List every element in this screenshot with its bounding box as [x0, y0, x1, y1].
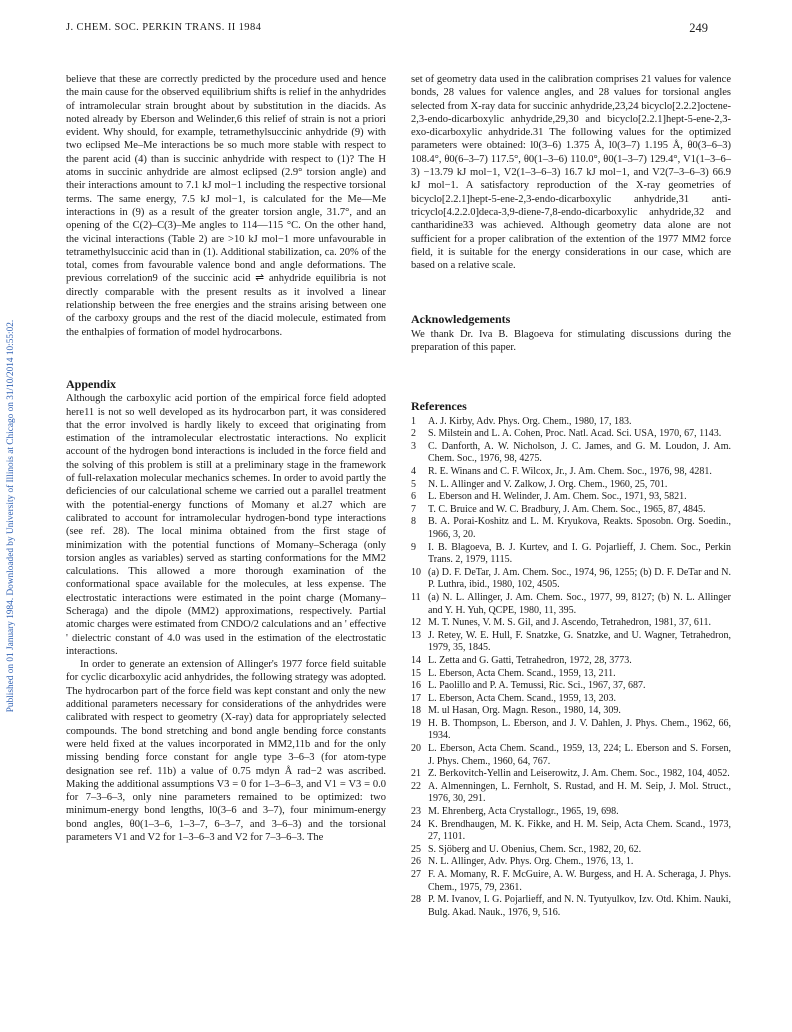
- reference-text: L. Zetta and G. Gatti, Tetrahedron, 1972, 28, 3773.: [428, 654, 632, 666]
- reference-number: 22: [411, 780, 421, 792]
- reference-text: N. L. Allinger and V. Zalkow, J. Org. Chem., 1960, 25, 701.: [428, 478, 668, 490]
- reference-text: T. C. Bruice and W. C. Bradbury, J. Am. Chem. Soc., 1965, 87, 4845.: [428, 503, 706, 515]
- reference-item: [411, 705, 731, 718]
- reference-number: 8: [411, 516, 416, 528]
- reference-item: [411, 592, 731, 617]
- reference-number: 10: [411, 566, 421, 578]
- reference-item: [411, 693, 731, 706]
- reference-item: [411, 668, 731, 681]
- reference-item: [411, 743, 731, 768]
- reference-text: L. Eberson and H. Welinder, J. Am. Chem. Soc., 1971, 93, 5821.: [428, 491, 687, 503]
- reference-text: L. Eberson, Acta Chem. Scand., 1959, 13, 224; L. Eberson and S. Forsen, J. Phys. Chem., 1960, 64, 767.: [428, 743, 731, 767]
- reference-number: 25: [411, 843, 421, 855]
- left-column: [66, 73, 386, 844]
- page-header: [66, 22, 708, 38]
- reference-text: M. ul Hasan, Org. Magn. Reson., 1980, 14, 309.: [428, 705, 621, 717]
- reference-number: 18: [411, 705, 421, 717]
- reference-number: 9: [411, 541, 416, 553]
- reference-number: 2: [411, 428, 416, 440]
- reference-text: R. E. Winans and C. F. Wilcox, Jr., J. Am. Chem. Soc., 1976, 98, 4281.: [428, 466, 712, 478]
- reference-number: 6: [411, 491, 416, 503]
- reference-text: A. J. Kirby, Adv. Phys. Org. Chem., 1980, 17, 183.: [428, 415, 632, 427]
- reference-text: J. Retey, W. E. Hull, F. Snatzke, G. Snatzke, and U. Wagner, Tetrahedron, 1979, 35, 1845.: [428, 629, 731, 654]
- reference-text: A. Almenningen, L. Fernholt, S. Rustad, and H. M. Seip, J. Mol. Struct., 1976, 30, 291.: [428, 780, 731, 805]
- acknowledgements-heading: Acknowledgements: [411, 312, 511, 327]
- reference-text: S. Milstein and L. A. Cohen, Proc. Natl. Acad. Sci. USA, 1970, 67, 1143.: [428, 428, 722, 440]
- reference-item: [411, 844, 731, 857]
- reference-item: [411, 441, 731, 466]
- appendix-paragraph-2: In order to generate an extension of Allinger's 1977 force field suitable for cyclic dicarboxylic acid anhydrides, the following strategy was adopted. The hydrocarbon part of the force field was kept constant and only the new additional parameters necessary for considerations of the anhydrides were calibrated with respect to geometry (X-ray) data for appropriately selected compounds. The bond stretching and bond angle bending force constants were held fixed at the values incorporated in MM2,11b and for the only missing bending force constant for angle type 3–6–3 (for atom-type designation see ref. 11b) a value of 0.75 mdyn Å rad−2 was ascribed. Making the additional assumptions V3 = 0 for 1–3–6–3, and V1 = V3 = 0.0 for 7–3–6–3, only nine parameters remained to be optimized: two minimum-energy bond lengths, l0(3–6 and 3–7), four minimum-energy bond angles, θ0(1–3–6, 1–3–7, 6–3–7, and 3–6–3) and the torsional parameters V1 and V2 for 1–3–6–3 and V2 for 7–3–6–3. The: [66, 659, 386, 844]
- reference-number: 21: [411, 768, 421, 780]
- reference-item: [411, 806, 731, 819]
- reference-text: (a) D. F. DeTar, J. Am. Chem. Soc., 1974, 96, 1255; (b) D. F. DeTar and N. P. Luthra, ibid., 1980, 102, 4505.: [428, 566, 731, 591]
- references-heading: References: [411, 399, 467, 414]
- reference-text: L. Eberson, Acta Chem. Scand., 1959, 13, 203.: [428, 692, 617, 704]
- reference-text: B. A. Porai-Koshitz and L. M. Kryukova, Reakts. Sposobn. Org. Soedin., 1966, 3, 20.: [428, 516, 731, 540]
- reference-text: S. Sjöberg and U. Obenius, Chem. Scr., 1982, 20, 62.: [428, 843, 642, 855]
- reference-number: 16: [411, 680, 421, 692]
- reference-text: P. M. Ivanov, I. G. Pojarlieff, and N. N. Tyutyulkov, Izv. Otd. Khim. Nauki, Bulg. Akad. Nauk., 1976, 9, 516.: [428, 894, 731, 918]
- reference-number: 24: [411, 818, 421, 830]
- reference-item: [411, 894, 731, 919]
- reference-number: 28: [411, 894, 421, 906]
- reference-item: [411, 504, 731, 517]
- reference-item: [411, 491, 731, 504]
- reference-item: [411, 479, 731, 492]
- watermark-text: Published on 01 January 1984. Downloaded by University of Illinois at Chicago on 31/10/2014 10:55:02.: [6, 319, 16, 713]
- reference-item: [411, 781, 731, 806]
- reference-item: [411, 567, 731, 592]
- references-list: [411, 416, 731, 920]
- intro-paragraph: believe that these are correctly predicted by the procedure used and hence the main cause for the observed equilibrium shifts is relief in the anhydrides of intramolecular strain brought about by substitution in the diacids. As noted already by Eberson and Welinder,6 this relief of strain is not a priori evident. Why should, for example, tetramethylsuccinic anhydride (9) with two eclipsed Me–Me interactions be so much more stable with respect to the parent acid (4) than is succinic anhydride with respect to (1)? The H atoms in succinic anhydride are almost eclipsed (2.9° torsion angle) and their interactions amount to 7.1 kJ mol−1 including the respective torsional terms. The same energy, 7.5 kJ mol−1, is calculated for the Me—Me interactions in (9) as a result of the greater torsion angle, 31.7°, and an opening of the C(2)–C(3)–Me angles to 114—115 °C. On the other hand, the vicinal interactions (Table 2) are >10 kJ mol−1 more unfavourable in tetramethylsuccinic acid than in (1). Additional stabilization, ca. 20% of the total, comes from favourable valence bond and angle deformations. The previous correlation9 of the succinic acid ⇌ anhydride equilibria is not directly comparable with the present results as it involved a linear relationship between the free energies and the strains arising between one of the carboxy groups and the rest of the diacid molecule, estimated from the enthalpies of formation of model hydrocarbons.: [66, 74, 386, 338]
- reference-item: [411, 516, 731, 541]
- reference-number: 26: [411, 856, 421, 868]
- reference-text: K. Brendhaugen, M. K. Fikke, and H. M. Seip, Acta Chem. Scand., 1973, 27, 1101.: [428, 818, 731, 843]
- reference-number: 13: [411, 629, 421, 641]
- reference-number: 19: [411, 717, 421, 729]
- reference-text: (a) N. L. Allinger, J. Am. Chem. Soc., 1977, 99, 8127; (b) N. L. Allinger and Y. H. Yuh, QCPE, 1980, 11, 395.: [428, 591, 731, 616]
- appendix-heading: Appendix: [66, 376, 117, 391]
- reference-item: [411, 617, 731, 630]
- reference-item: [411, 768, 731, 781]
- acknowledgements-text: We thank Dr. Iva B. Blagoeva for stimulating discussions during the preparation of this paper.: [411, 328, 731, 354]
- reference-number: 12: [411, 617, 421, 629]
- reference-text: F. A. Momany, R. F. McGuire, A. W. Burgess, and H. A. Scheraga, J. Phys. Chem., 1975, 79, 2361.: [428, 869, 731, 893]
- reference-item: [411, 428, 731, 441]
- reference-number: 17: [411, 692, 421, 704]
- reference-item: [411, 466, 731, 479]
- reference-number: 5: [411, 478, 416, 490]
- reference-item: [411, 680, 731, 693]
- reference-text: I. B. Blagoeva, B. J. Kurtev, and I. G. Pojarlieff, J. Chem. Soc., Perkin Trans. 2, 1979, 1115.: [428, 541, 731, 566]
- reference-number: 11: [411, 591, 421, 603]
- reference-number: 27: [411, 869, 421, 881]
- reference-number: 1: [411, 415, 416, 427]
- continuation-paragraph: set of geometry data used in the calibration comprises 21 values for valence bonds, 28 values for valence angles, and 28 values for torsional angles selected from X-ray data for succinic anhydride,23,24 bicyclo[2.2.2]octene-2,3-endo-dicarboxylic anhydride,29,30 and bicyclo[2.2.1]hept-5-ene-2,3-exo-dicarboxylic anhydride.31 The following values for the optimized parameters were obtained: l0(3–6) 1.375 Å, l0(3–7) 1.195 Å, θ0(3–6–3) 108.4°, θ0(6–3–7) 117.5°, θ0(1–3–6) 110.0°, θ0(1–3–7) 129.4°, V1(1–3–6–3) −13.79 kJ mol−1, V2(1–3–6–3) 16.7 kJ mol−1, and V2(7–3–6–3) 66.9 kJ mol−1. A satisfactory reproduction of the X-ray geometries of bicyclo[2.2.1]hept-5-ene-2,3-endo-dicarboxylic anhydride,31 anti-tricyclo[4.2.2.0]deca-3,9-diene-7,8-endo-dicarboxylic anhydride,32 and cantharidine33 was achieved. Although geometry data alone are not sufficient for a proper calibration of the extention of the 1977 MM2 force field, it is suitable for the energy considerations in our case, which are based on a relative scale.: [411, 74, 731, 272]
- reference-item: [411, 718, 731, 743]
- reference-text: M. Ehrenberg, Acta Crystallogr., 1965, 19, 698.: [428, 806, 619, 818]
- reference-text: M. T. Nunes, V. M. S. Gil, and J. Ascendo, Tetrahedron, 1981, 37, 611.: [428, 617, 711, 629]
- reference-item: [411, 655, 731, 668]
- reference-item: [411, 856, 731, 869]
- reference-number: 4: [411, 466, 416, 478]
- reference-number: 23: [411, 806, 421, 818]
- reference-text: Z. Berkovitch-Yellin and Leiserowitz, J. Am. Chem. Soc., 1982, 104, 4052.: [428, 768, 730, 780]
- download-watermark: [4, 156, 18, 876]
- reference-number: 14: [411, 654, 421, 666]
- page-number: 249: [689, 21, 708, 35]
- reference-item: [411, 416, 731, 429]
- reference-number: 20: [411, 743, 421, 755]
- reference-item: [411, 819, 731, 844]
- reference-item: [411, 630, 731, 655]
- reference-item: [411, 869, 731, 894]
- reference-text: C. Danforth, A. W. Nicholson, J. C. James, and G. M. Loudon, J. Am. Chem. Soc., 1976, 98, 4275.: [428, 440, 731, 465]
- reference-text: N. L. Allinger, Adv. Phys. Org. Chem., 1976, 13, 1.: [428, 856, 634, 868]
- reference-number: 15: [411, 667, 421, 679]
- reference-number: 7: [411, 503, 416, 515]
- reference-text: L. Eberson, Acta Chem. Scand., 1959, 13, 211.: [428, 667, 616, 679]
- journal-header: J. CHEM. SOC. PERKIN TRANS. II 1984: [66, 22, 262, 33]
- reference-item: [411, 542, 731, 567]
- reference-text: H. B. Thompson, L. Eberson, and J. V. Dahlen, J. Phys. Chem., 1962, 66, 1934.: [428, 717, 731, 742]
- appendix-paragraph-1: Although the carboxylic acid portion of the empirical force field adopted here11 is not so well developed as its hydrocarbon part, it was considered that the error involved is hardly likely to exceed that originating from estimation of the intramolecular electrostatic interactions. No explicit account of the hydrogen bond interactions is included in the force field and the solving of this problem is still at a preliminary stage in the framework of full-relaxation molecular mechanics schemes. In order to avoid partly the deficiencies of our calculational scheme we carried out a parallel treatment with the potential-energy functions of Momany et al.27 which are calibrated to account for intramolecular hydrogen-bond type interactions (see ref. 28). The local minima obtained from the first stage of minimization with the potential functions of Momany–Scheraga (only torsion angles as variables) served as starting conformations for the MM2 calculations. This allowed a more thorough examination of the conformational space available for the molecules, at less expense. The electrostatic interactions were estimated in the point charge (Momany–Scheraga) and the dipole (MM2) approximations, respectively. Partial atomic charges were estimated from CNDO/2 calculations and an ' effective ' dielectric constant of 4.0 was used in the estimation of the electrostatic interactions.: [66, 393, 386, 657]
- right-column: [411, 73, 731, 919]
- reference-text: L. Paolillo and P. A. Temussi, Ric. Sci., 1967, 37, 687.: [428, 680, 646, 692]
- reference-number: 3: [411, 440, 416, 452]
